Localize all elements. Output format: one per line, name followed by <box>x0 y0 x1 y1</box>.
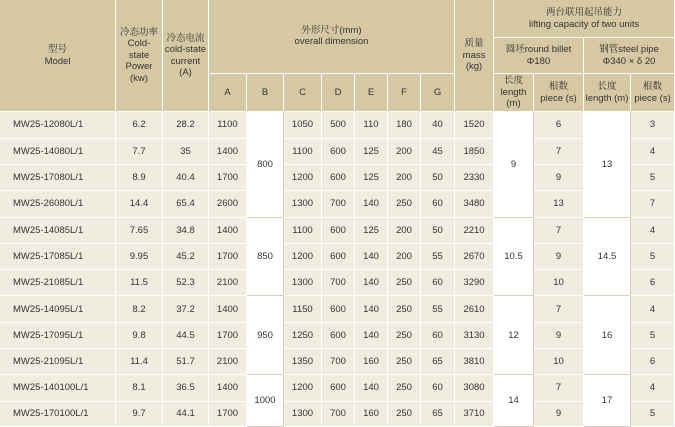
table-row <box>0 244 675 270</box>
header-steel-pipe: 钢管steel pipe Φ340 × δ 20 <box>584 38 675 73</box>
cell-billet-pieces: 9 <box>534 402 584 427</box>
cell-f: 250 <box>388 402 421 427</box>
cell-f: 250 <box>388 349 421 375</box>
cell-b-group: 1000 <box>247 375 284 427</box>
cell-a: 2600 <box>209 191 247 217</box>
cell-c: 1050 <box>284 112 322 138</box>
cell-pipe-pieces: 3 <box>631 112 675 138</box>
header-mass: 质量 mass (kg) <box>455 0 494 112</box>
table-body <box>0 112 675 427</box>
cell-g: 65 <box>421 349 455 375</box>
cell-c: 1350 <box>284 349 322 375</box>
cell-model: MW25-14085L/1 <box>0 218 116 244</box>
cell-power: 8.9 <box>116 165 163 191</box>
cell-power: 7.65 <box>116 218 163 244</box>
cell-power: 6.2 <box>116 112 163 138</box>
header-current: 冷态电流 cold-state current (A) <box>163 0 209 112</box>
table-row <box>0 139 675 165</box>
cell-a: 1400 <box>209 139 247 165</box>
cell-billet-pieces: 10 <box>534 349 584 375</box>
cell-pipe-pieces: 4 <box>631 296 675 322</box>
cell-current: 45.2 <box>163 244 209 270</box>
cell-model: MW25-140100L/1 <box>0 375 116 401</box>
cell-d: 600 <box>322 323 355 349</box>
cell-billet-length-group: 12 <box>494 296 534 375</box>
cell-pipe-pieces: 5 <box>631 244 675 270</box>
header-col-f: F <box>388 74 421 112</box>
table-row <box>0 191 675 217</box>
header-power: 冷态功率 Cold- state Power (kw) <box>116 0 163 112</box>
cell-a: 1400 <box>209 296 247 322</box>
cell-model: MW25-21095L/1 <box>0 349 116 375</box>
cell-f: 250 <box>388 375 421 401</box>
cell-power: 8.2 <box>116 296 163 322</box>
cell-d: 700 <box>322 349 355 375</box>
cell-mass: 2210 <box>455 218 494 244</box>
cell-c: 1200 <box>284 244 322 270</box>
cell-pipe-pieces: 4 <box>631 375 675 401</box>
cell-f: 250 <box>388 323 421 349</box>
cell-f: 200 <box>388 165 421 191</box>
cell-c: 1100 <box>284 218 322 244</box>
cell-billet-pieces: 9 <box>534 244 584 270</box>
cell-model: MW25-26080L/1 <box>0 191 116 217</box>
cell-c: 1200 <box>284 165 322 191</box>
cell-billet-pieces: 6 <box>534 112 584 138</box>
table-row <box>0 165 675 191</box>
cell-mass: 1850 <box>455 139 494 165</box>
cell-power: 11.5 <box>116 270 163 296</box>
cell-a: 2100 <box>209 349 247 375</box>
cell-a: 2100 <box>209 270 247 296</box>
cell-pipe-pieces: 5 <box>631 323 675 349</box>
header-billet-pieces: 根数 piece (s) <box>534 74 584 112</box>
cell-g: 50 <box>421 165 455 191</box>
cell-billet-pieces: 13 <box>534 191 584 217</box>
cell-model: MW25-17095L/1 <box>0 323 116 349</box>
cell-mass: 3080 <box>455 375 494 401</box>
cell-e: 125 <box>355 139 388 165</box>
cell-a: 1400 <box>209 218 247 244</box>
cell-power: 9.8 <box>116 323 163 349</box>
cell-e: 140 <box>355 191 388 217</box>
cell-d: 600 <box>322 139 355 165</box>
cell-e: 140 <box>355 323 388 349</box>
cell-g: 50 <box>421 218 455 244</box>
cell-pipe-length-group: 17 <box>584 375 631 427</box>
cell-d: 500 <box>322 112 355 138</box>
cell-c: 1150 <box>284 296 322 322</box>
cell-d: 600 <box>322 375 355 401</box>
cell-billet-length-group: 10.5 <box>494 218 534 297</box>
cell-d: 700 <box>322 191 355 217</box>
cell-g: 60 <box>421 191 455 217</box>
cell-d: 600 <box>322 296 355 322</box>
cell-e: 140 <box>355 375 388 401</box>
cell-g: 60 <box>421 375 455 401</box>
cell-pipe-length-group: 16 <box>584 296 631 375</box>
cell-pipe-pieces: 4 <box>631 139 675 165</box>
cell-current: 44.1 <box>163 402 209 427</box>
cell-current: 34.8 <box>163 218 209 244</box>
cell-e: 125 <box>355 165 388 191</box>
cell-billet-length-group: 14 <box>494 375 534 427</box>
cell-f: 180 <box>388 112 421 138</box>
cell-billet-pieces: 7 <box>534 375 584 401</box>
header-lifting: 两台联用起吊能力 lifting capacity of two units <box>494 0 675 38</box>
cell-model: MW25-21085L/1 <box>0 270 116 296</box>
cell-a: 1400 <box>209 375 247 401</box>
cell-power: 11.4 <box>116 349 163 375</box>
cell-c: 1300 <box>284 191 322 217</box>
cell-current: 44.5 <box>163 323 209 349</box>
cell-billet-pieces: 10 <box>534 270 584 296</box>
cell-e: 140 <box>355 244 388 270</box>
table-row <box>0 402 675 427</box>
cell-current: 52.3 <box>163 270 209 296</box>
header-col-e: E <box>355 74 388 112</box>
cell-d: 700 <box>322 402 355 427</box>
header-col-g: G <box>421 74 455 112</box>
cell-mass: 3480 <box>455 191 494 217</box>
cell-mass: 1520 <box>455 112 494 138</box>
cell-current: 28.2 <box>163 112 209 138</box>
cell-model: MW25-12080L/1 <box>0 112 116 138</box>
cell-d: 700 <box>322 270 355 296</box>
cell-d: 600 <box>322 218 355 244</box>
cell-mass: 3810 <box>455 349 494 375</box>
cell-a: 1700 <box>209 402 247 427</box>
cell-g: 60 <box>421 323 455 349</box>
cell-mass: 3290 <box>455 270 494 296</box>
table-row <box>0 349 675 375</box>
cell-a: 1700 <box>209 165 247 191</box>
cell-billet-length-group: 9 <box>494 112 534 217</box>
cell-g: 55 <box>421 296 455 322</box>
cell-mass: 2670 <box>455 244 494 270</box>
cell-a: 1100 <box>209 112 247 138</box>
cell-pipe-pieces: 5 <box>631 402 675 427</box>
cell-power: 9.95 <box>116 244 163 270</box>
header-col-a: A <box>209 74 247 112</box>
cell-d: 600 <box>322 165 355 191</box>
cell-mass: 2330 <box>455 165 494 191</box>
table-row <box>0 112 675 138</box>
cell-c: 1100 <box>284 139 322 165</box>
cell-b-group: 800 <box>247 112 284 217</box>
cell-g: 40 <box>421 112 455 138</box>
cell-e: 140 <box>355 270 388 296</box>
cell-pipe-length-group: 14.5 <box>584 218 631 297</box>
cell-pipe-pieces: 6 <box>631 270 675 296</box>
cell-d: 600 <box>322 244 355 270</box>
cell-c: 1300 <box>284 402 322 427</box>
cell-b-group: 850 <box>247 218 284 297</box>
cell-f: 250 <box>388 270 421 296</box>
cell-billet-pieces: 9 <box>534 165 584 191</box>
cell-pipe-pieces: 4 <box>631 218 675 244</box>
cell-e: 140 <box>355 296 388 322</box>
cell-f: 200 <box>388 218 421 244</box>
cell-e: 125 <box>355 218 388 244</box>
cell-pipe-pieces: 7 <box>631 191 675 217</box>
cell-a: 1700 <box>209 244 247 270</box>
header-model: 型号 Model <box>0 0 116 112</box>
cell-current: 35 <box>163 139 209 165</box>
table-row <box>0 296 675 322</box>
table-row <box>0 323 675 349</box>
cell-pipe-pieces: 5 <box>631 165 675 191</box>
cell-pipe-length-group: 13 <box>584 112 631 217</box>
cell-model: MW25-17085L/1 <box>0 244 116 270</box>
header-pipe-pieces: 根数 piece (s) <box>631 74 675 112</box>
cell-c: 1250 <box>284 323 322 349</box>
cell-current: 51.7 <box>163 349 209 375</box>
header-pipe-length: 长度 length (m) <box>584 74 631 112</box>
cell-mass: 3130 <box>455 323 494 349</box>
cell-e: 110 <box>355 112 388 138</box>
cell-e: 160 <box>355 349 388 375</box>
cell-f: 200 <box>388 139 421 165</box>
cell-model: MW25-170100L/1 <box>0 402 116 427</box>
cell-b-group: 950 <box>247 296 284 375</box>
cell-f: 250 <box>388 191 421 217</box>
header-col-d: D <box>322 74 355 112</box>
cell-billet-pieces: 9 <box>534 323 584 349</box>
cell-billet-pieces: 7 <box>534 296 584 322</box>
cell-billet-pieces: 7 <box>534 139 584 165</box>
header-dimension: 外形尺寸(mm) overall dimension <box>209 0 455 74</box>
header-billet-length: 长度 length (m) <box>494 74 534 112</box>
cell-g: 45 <box>421 139 455 165</box>
cell-f: 250 <box>388 296 421 322</box>
table-row <box>0 270 675 296</box>
header-col-c: C <box>284 74 322 112</box>
cell-current: 37.2 <box>163 296 209 322</box>
cell-current: 40.4 <box>163 165 209 191</box>
cell-current: 36.5 <box>163 375 209 401</box>
cell-a: 1700 <box>209 323 247 349</box>
cell-c: 1200 <box>284 375 322 401</box>
cell-model: MW25-17080L/1 <box>0 165 116 191</box>
cell-model: MW25-14080L/1 <box>0 139 116 165</box>
cell-g: 60 <box>421 270 455 296</box>
header-col-b: B <box>247 74 284 112</box>
table-row <box>0 218 675 244</box>
cell-power: 14.4 <box>116 191 163 217</box>
cell-power: 7.7 <box>116 139 163 165</box>
cell-current: 65.4 <box>163 191 209 217</box>
cell-pipe-pieces: 6 <box>631 349 675 375</box>
cell-power: 8.1 <box>116 375 163 401</box>
cell-mass: 2610 <box>455 296 494 322</box>
table-row <box>0 375 675 401</box>
cell-g: 65 <box>421 402 455 427</box>
header-round-billet: 圆坯round billet Φ180 <box>494 38 584 73</box>
cell-billet-pieces: 7 <box>534 218 584 244</box>
cell-power: 9.7 <box>116 402 163 427</box>
cell-c: 1300 <box>284 270 322 296</box>
cell-model: MW25-14095L/1 <box>0 296 116 322</box>
cell-mass: 3710 <box>455 402 494 427</box>
cell-f: 200 <box>388 244 421 270</box>
cell-g: 55 <box>421 244 455 270</box>
cell-e: 160 <box>355 402 388 427</box>
